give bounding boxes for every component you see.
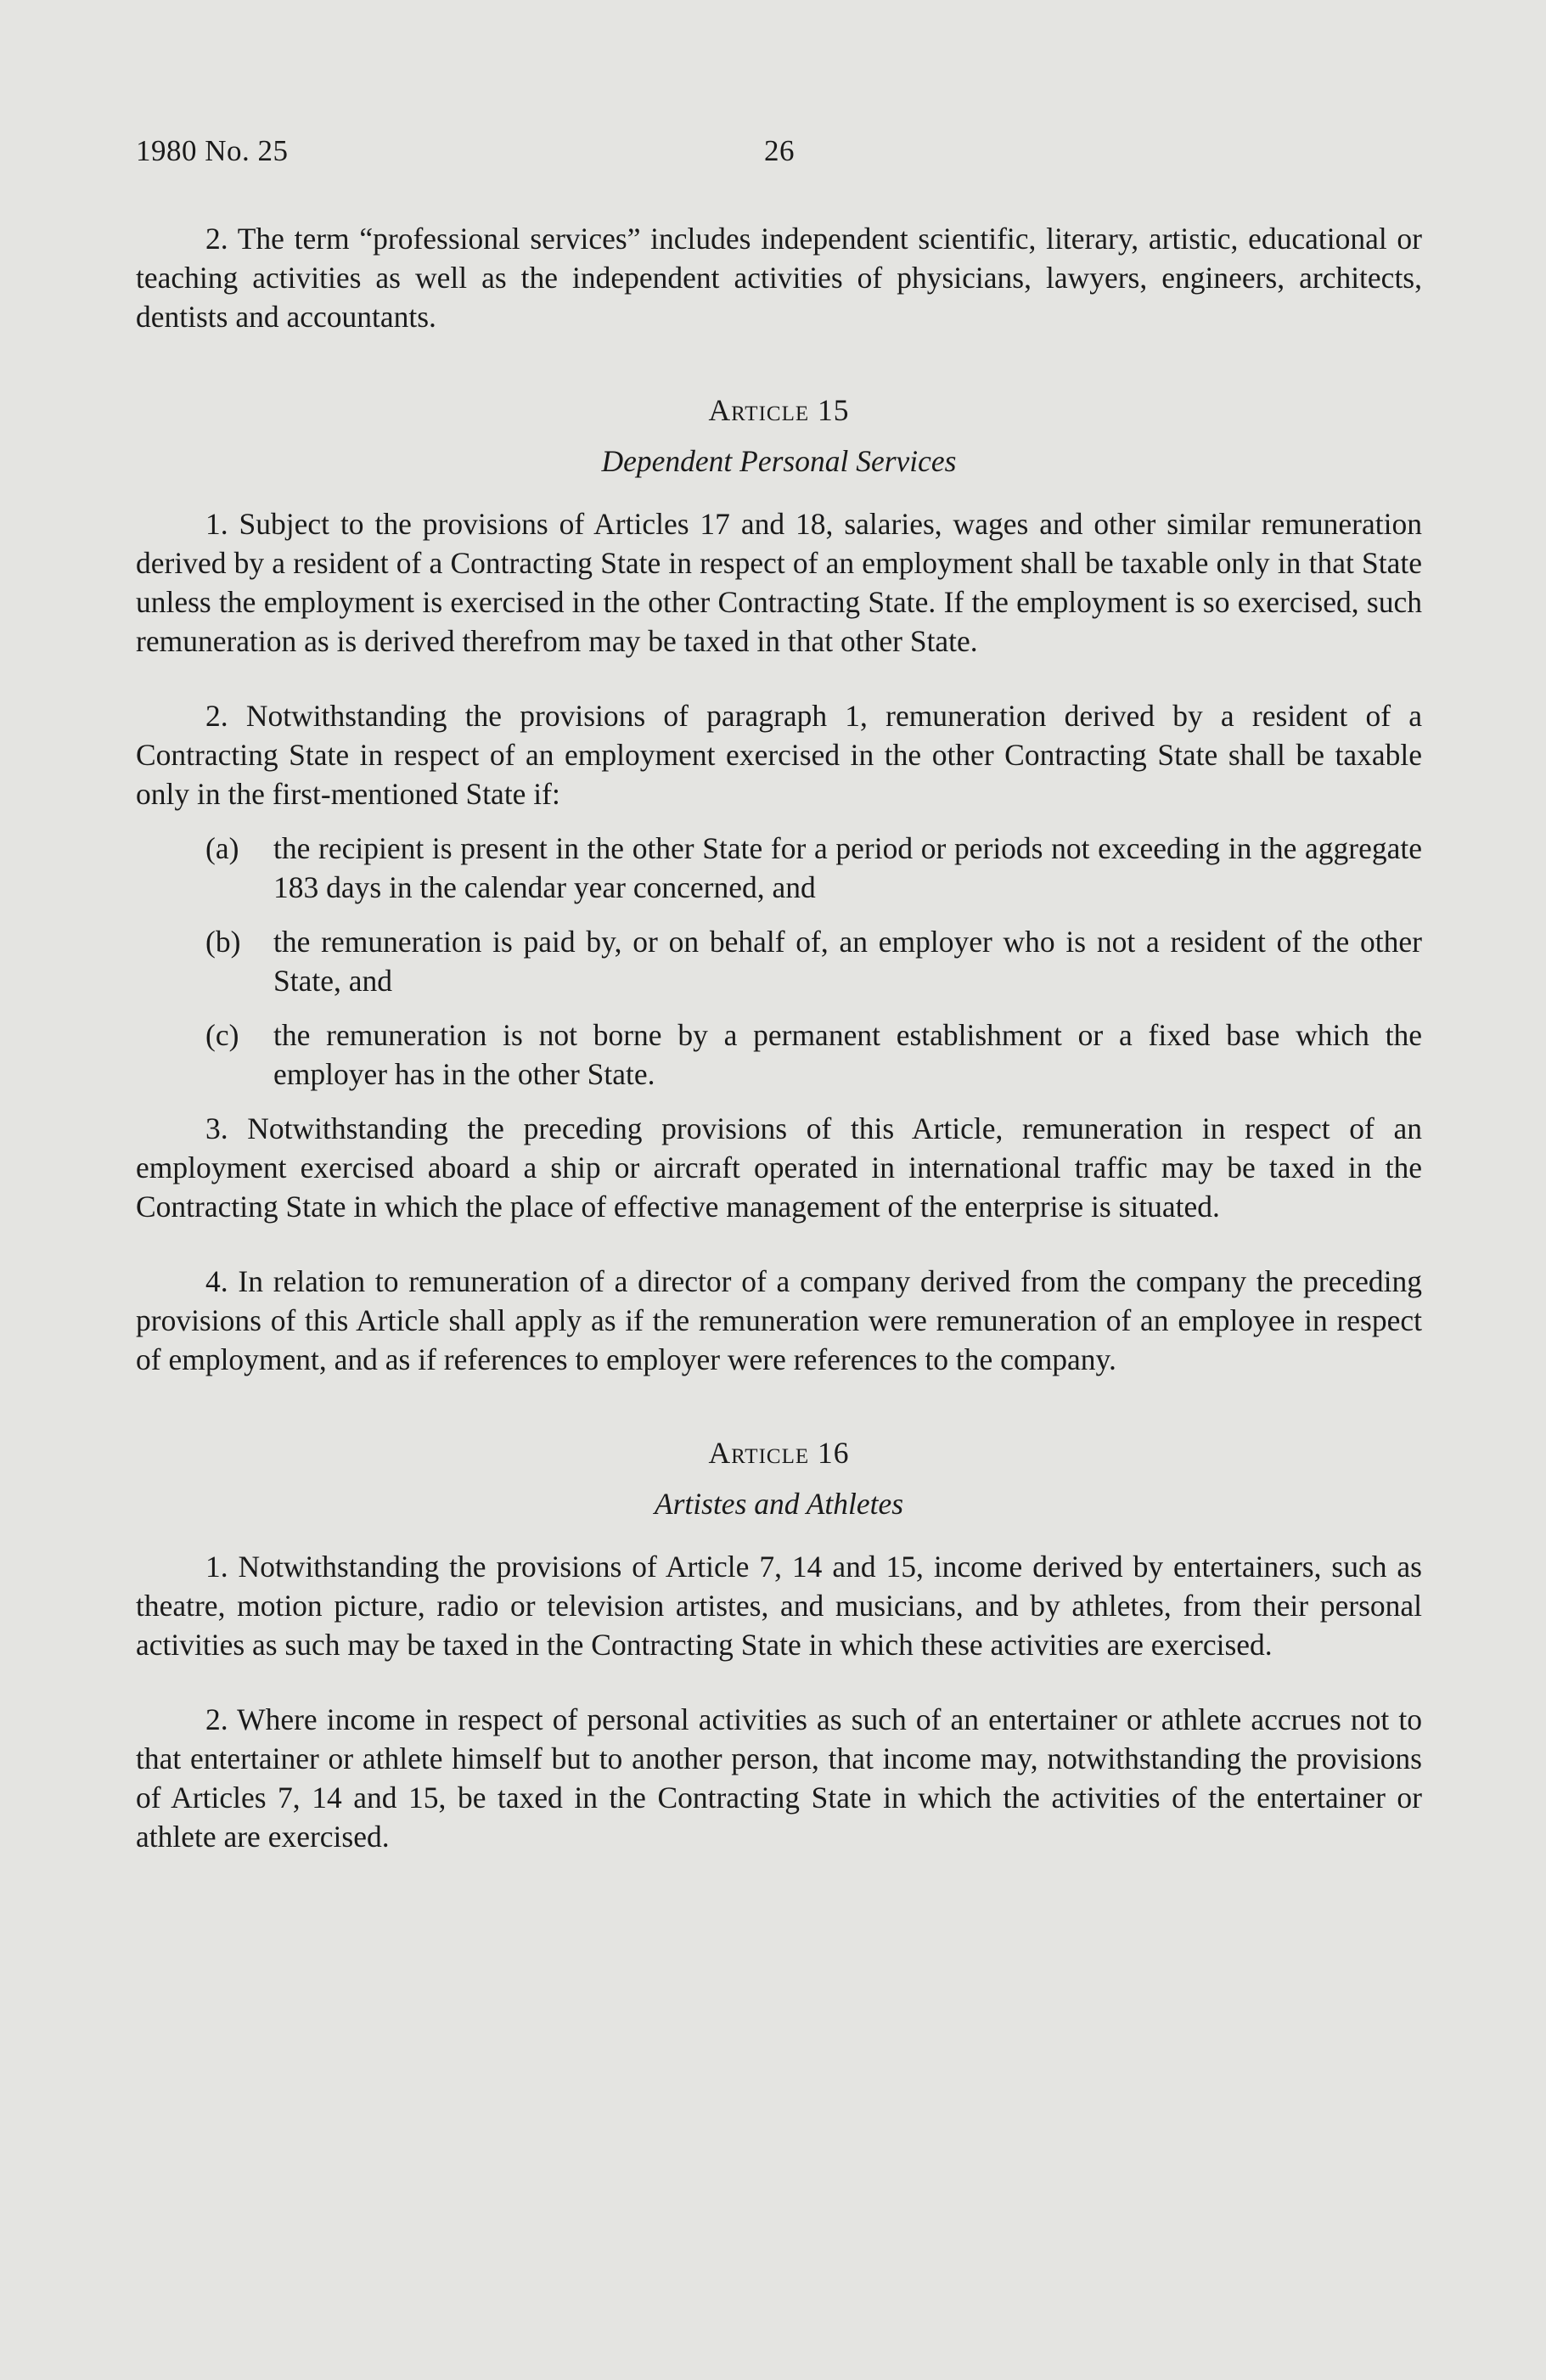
article-16-section <box>136 1433 1422 1856</box>
document-reference: 1980 No. 25 <box>136 134 289 167</box>
page-number: 26 <box>764 134 795 167</box>
list-item-text: the remuneration is not borne by a permanent establishment or a fixed base which the employer has in the other State. <box>273 1018 1422 1091</box>
list-item-label: (b) <box>205 925 241 959</box>
article-16-title: Article 16 <box>708 1436 850 1470</box>
article-15-paragraph-4: 4. In relation to remuneration of a director of a company derived from the company the preceding provisions of this Article shall apply as if the remuneration were remuneration of an employee in respect of employment, and as if references to employer were references to the company. <box>136 1264 1422 1376</box>
article-16-subtitle: Artistes and Athletes <box>654 1487 904 1521</box>
article-15-paragraph-1: 1. Subject to the provisions of Articles 17 and 18, salaries, wages and other similar remuneration derived by a resident of a Contracting State in respect of an employment shall be taxable only in that State unless the employment is exercised in the other Contracting State. If the employment is so exercised, such remuneration as is derived therefrom may be taxed in that other State. <box>136 507 1422 658</box>
list-item-label: (a) <box>205 831 239 865</box>
list-item-text: the recipient is present in the other State for a period or periods not exceeding in the aggregate 183 days in the calendar year concerned, and <box>273 831 1422 904</box>
article-16-paragraph-2: 2. Where income in respect of personal activities as such of an entertainer or athlete accrues not to that entertainer or athlete himself but to another person, that income may, notwithstanding the provisions of Articles 7, 14 and 15, be taxed in the Contracting State in which the activities of the entertainer or athlete are exercised. <box>136 1702 1422 1854</box>
article-16-paragraph-1: 1. Notwithstanding the provisions of Article 7, 14 and 15, income derived by entertainers, such as theatre, motion picture, radio or television artistes, and musicians, and by athletes, from their personal activities as such may be taxed in the Contracting State in which these activities are exercised. <box>136 1550 1422 1662</box>
article-15-title: Article 15 <box>708 393 850 427</box>
list-item-b <box>205 922 1422 1000</box>
article-15-paragraph-2: 2. Notwithstanding the provisions of paragraph 1, remuneration derived by a resident of a Contracting State in respect of an employment exercised in the other Contracting State shall be taxable only in the first-mentioned State if: <box>136 699 1422 811</box>
article-15-subtitle: Dependent Personal Services <box>601 444 957 478</box>
document-body <box>136 219 1422 1856</box>
list-item-label: (c) <box>205 1018 239 1052</box>
article-15-paragraph-3: 3. Notwithstanding the preceding provisions of this Article, remuneration in respect of an employment exercised aboard a ship or aircraft operated in international traffic may be taxed in the Contracting State in which the place of effective management of the enterprise is situated. <box>136 1111 1422 1224</box>
list-item-a <box>205 829 1422 907</box>
list-item-c <box>205 1016 1422 1094</box>
article-15-section <box>136 391 1422 1379</box>
paragraph-professional-services: 2. The term “professional services” includes independent scientific, literary, artistic, educational or teaching activities as well as the independent activities of physicians, lawyers, engineers, architects, dentists and accountants. <box>136 222 1422 334</box>
list-item-text: the remuneration is paid by, or on behalf of, an employer who is not a resident of the other State, and <box>273 925 1422 998</box>
